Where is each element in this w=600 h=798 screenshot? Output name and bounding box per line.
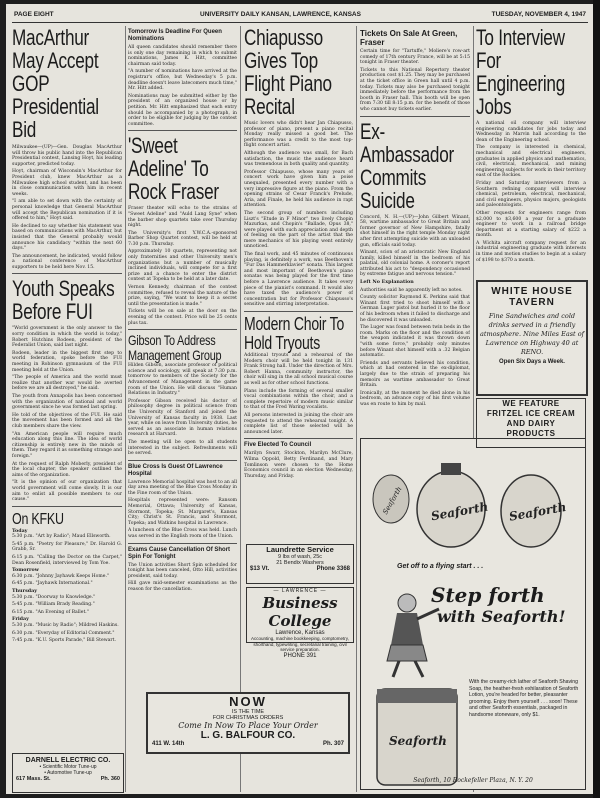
ad-line: WE FEATURE bbox=[502, 399, 560, 408]
kfku-item: 5:30 p.m. "Art by Radio"; Maud Ellsworth. bbox=[12, 534, 111, 540]
article-paragraph: The meeting will be open to all students interested in the subject. Refreshments will be served. bbox=[128, 439, 237, 457]
subhead: Left No Explanation bbox=[360, 279, 414, 286]
column-2 bbox=[128, 26, 237, 656]
modern-choir-headline: Modern Choir To Hold Tryouts bbox=[244, 314, 345, 353]
divider bbox=[12, 273, 122, 274]
seaforth-bottles-illustration bbox=[361, 439, 585, 559]
article-paragraph: Additional tryouts and a rehearsal of the Modern choir will be held tonight in 131 Frank Strong hall. Under the direction of Mrs. Robert Hanna, community instructor, the choir will sing in the all school musical course as well as for other school functions. bbox=[244, 353, 353, 386]
seaforth-slogan-2: with Seaforth! bbox=[437, 607, 566, 626]
youth-speaks-headline: Youth Speaks Before FUI bbox=[12, 276, 115, 325]
article-paragraph: "A number of nominations have arrived at the registrar's office, but Wednesday's 5 p.m. deadline doesn't leave latecomers much time," Mr. Hitt added. bbox=[128, 69, 237, 92]
ad-hours: Open Six Days a Week. bbox=[499, 359, 565, 365]
ad-line: 9 lbs of wash, 25c bbox=[277, 554, 323, 560]
article-paragraph: Friends and servants believed his condition, which at had centered in the ex-diplomat, largely due to the strain of preparing his memoirs as wartime ambassador to Great Britain. bbox=[360, 360, 470, 389]
divider bbox=[244, 311, 353, 312]
article-paragraph: "The people of America and the world must realize that another war would be averted before we are all destroyed," he said. bbox=[12, 375, 122, 392]
article-paragraph: At the request of Ralph Moberly, president of the local chapter, the speaker outlined the aims of the organization. bbox=[12, 461, 122, 478]
engineering-jobs-headline: To Interview For Engineering Jobs bbox=[476, 26, 566, 119]
kfku-item: 6:15 p.m. "An Evening of Ballet." bbox=[12, 609, 89, 615]
svg-text:Seaforth: Seaforth bbox=[507, 499, 568, 524]
business-college-ad bbox=[246, 587, 354, 659]
ad-name: Business College bbox=[262, 594, 338, 630]
ad-title: Laundrette Service bbox=[266, 545, 334, 554]
ad-location: Lawrence, Kansas bbox=[275, 630, 325, 636]
kfku-date: Thursday bbox=[12, 588, 38, 595]
kfku-item: 5:30 p.m. "Doorway to Knowledge." bbox=[12, 594, 96, 600]
ad-address: 411 W. 14th bbox=[152, 741, 185, 747]
article-paragraph: Plans include the forming of several smaller vocal combinations within the choir, and a complete repertoire of modern music similar to that of the Fred Waring vocalists. bbox=[244, 388, 353, 411]
article-paragraph: Hill gave mid-semester examinations as the reason for the cancellation. bbox=[128, 581, 237, 592]
article-paragraph: The youth from Annapolis has been concerned with the organization of national and world government since he was formed last spring. bbox=[12, 394, 122, 411]
kfku-item: 7:45 p.m. "K.U. Sports Parade," Bill Stewart. bbox=[12, 638, 116, 644]
seaforth-address: Seaforth, 10 Rockefeller Plaza, N. Y. 20 bbox=[413, 777, 533, 784]
ad-body: Fine Sandwiches and cold drinks served in a friendly atmosphere. Nine Miles East of Lawrence on Highway 40 at RENO. bbox=[479, 312, 585, 356]
article-paragraph: Approximately 10 quartets, representing not only fraternities and other University men's organizations but a number of musically inclined individuals, will compete for a first prize and a chance to enter the district contest at Topeka to be held at a later date. bbox=[128, 249, 237, 283]
article-paragraph: Rodeen, leader in the biggest first step to world federation, spoke before the FUI meeting in Robinson gymnasium of the FUI meeting held at the Union. bbox=[12, 350, 122, 373]
article-paragraph: Friday and Saturday interviewers from a Southern refining company will interview chemical, petroleum, electrical, mechanical, and civil engineers, physics majors, geologists and paleontologists. bbox=[476, 180, 586, 209]
macarthur-headline: MacArthur May Accept GOP Presidential Bid bbox=[12, 26, 99, 142]
divider bbox=[12, 506, 122, 507]
article-paragraph: Hilden Gibson, associate professor of political science and sociology, will speak at 7:30 p.m. tomorrow to members of the Society for the Advancement of Management in the game room of the Union. He will discuss "Human Relations in Industry." bbox=[128, 363, 237, 397]
column-rule bbox=[356, 26, 357, 792]
gibson-headline: Gibson To Address Management Group bbox=[128, 332, 222, 364]
council-headline: Five Elected To Council bbox=[244, 442, 312, 449]
article-paragraph: Ironically, at the moment he died alone in his bedroom, an advance copy of his first volume was en route to him by mail. bbox=[360, 390, 470, 407]
ad-phone: Ph. 360 bbox=[100, 776, 120, 782]
blue-cross-headline: Blue Cross Is Guest Of Lawrence Hospital bbox=[128, 463, 223, 477]
article-paragraph: Professor Gibson received his doctor of philosophy degree in political science from the University of Stanford and joined the University of Kansas faculty in 1938. Last year, while on leave from University duties, he served as an associate in human relations research at Harvard. bbox=[128, 398, 237, 438]
article-paragraph: "An American people will require much education along this line. The idea of world citizenship is entirely new in the minds of them. They regard it as something strange and foreign." bbox=[12, 431, 122, 459]
column-1 bbox=[12, 26, 122, 792]
ad-phone: Phone 3368 bbox=[316, 566, 350, 572]
chiapusso-headline: Chiapusso Gives Top Flight Piano Recital bbox=[244, 26, 332, 119]
ad-line: PRODUCTS bbox=[506, 429, 556, 438]
kfku-item: 5:45 p.m. "William Brady Reading." bbox=[12, 602, 95, 608]
ad-line: FRITZEL ICE CREAM bbox=[486, 409, 576, 418]
kfku-date: Today bbox=[12, 527, 28, 534]
newspaper-page bbox=[6, 4, 593, 794]
short-spin-headline: Exams Cause Cancellation Of Short Spin For Tonight bbox=[128, 546, 231, 560]
article-paragraph: He told of the objectives of the FUI. He said the movement has been formed and all the club members share the view. bbox=[12, 412, 122, 429]
ad-line: 21 Bendix Washers bbox=[276, 560, 324, 566]
article-paragraph: A national oil company will interview engineering candidates for jobs today and Wednesday in Marvin hall according to the dean of the Engineering school. bbox=[476, 121, 586, 143]
svg-text:Seaforth: Seaforth bbox=[381, 485, 404, 516]
divider bbox=[360, 116, 470, 117]
divider bbox=[128, 460, 237, 461]
kfku-item: 6:15 p.m. "Calling the Doctor on the Carpet," Dean Rosenfield, interviewed by Tom Yoe. bbox=[12, 555, 122, 566]
laundrette-ad bbox=[246, 544, 354, 584]
article-paragraph: Milwaukee—(UP)—Gen. Douglas MacArthur will throw his public hand into the Republican Presidential contest, Lansing Hoyt, his leading supporter, predicted today. bbox=[12, 145, 122, 167]
article-paragraph: The company is interested in chemical, mechanical and electrical engineers, graduates in applied physics and mathematics, civil, electrical, mechanical, and mining engineering subjects for work in their territory east of the Rockies. bbox=[476, 145, 586, 179]
scan-edge bbox=[593, 0, 600, 798]
ambassador-headline: Ex-Ambassador Commits Suicide bbox=[360, 118, 455, 213]
kfku-item: 5:45 p.m. "Poetry for Pleasure," Dr. Harold G. Grabb, Sr. bbox=[12, 541, 122, 553]
ad-company: L. G. BALFOUR CO. bbox=[200, 730, 296, 741]
kfku-item: 6:45 p.m. "Jayhawk International." bbox=[12, 581, 93, 587]
article-paragraph: Nominations may be submitted either by the president of an organized house or by petition. Mr. Hitt emphasized that each entry should be accompanied by a photograph, in order to be eligible for judging by the contest committee. bbox=[128, 93, 237, 127]
ad-address: 617 Mass. St. bbox=[16, 776, 51, 782]
article-paragraph: Tickets to this National Repertory theater production cost $1.25. They may be purchased at the ticket office in Green hall until 4 p.m. today. Tickets may also be purchased tonight immediately before the performance from the booth in Fraser hall. This booth will be open from 7:30 till 8:15 p.m. for the benefit of those who cannot buy tickets earlier. bbox=[360, 67, 470, 112]
article-paragraph: The University's first Y.W.C.A.-sponsored Barber Shop Quartet contest, will be held at 7:30 p.m. Thursday. bbox=[128, 230, 237, 247]
column-4 bbox=[360, 26, 470, 436]
article-paragraph: A luncheon of the Blue Cross was held. Lunch was served in the English room of the Union. bbox=[128, 528, 237, 540]
queen-nominations-headline: Tomorrow Is Deadline For Queen Nominations bbox=[128, 29, 222, 42]
article-paragraph: Authorities said he apparently left no notes. bbox=[360, 287, 463, 293]
sweet-adeline-headline: 'Sweet Adeline' To Rock Fraser bbox=[128, 133, 219, 205]
kfku-date: Friday bbox=[12, 616, 29, 623]
white-house-tavern-ad bbox=[476, 280, 588, 396]
ad-line: IS THE TIME bbox=[231, 709, 265, 715]
ad-line: • Automotive Tune-up bbox=[44, 770, 92, 776]
article-paragraph: County solicitor Raymond K. Perkins said that Winant first tried to shoot himself with a German Luger pistol but hurled it to the floor of his bedroom when it failed to discharge and he discovered it was unloaded. bbox=[360, 295, 470, 323]
ad-name: DARNELL ELECTRIC CO. bbox=[25, 757, 111, 764]
article-paragraph: The second group of numbers including Liszt's "Etude in F Minor" two lively Chopin Mazurkas, and Chopin's "Ballade, Opus 38," were played with such appreciation and depth of feeling on the part of the artist that the mere mechanics of his playing went entirely unnoticed. bbox=[244, 210, 353, 250]
ad-line: — LAWRENCE — bbox=[273, 588, 327, 594]
kfku-date: Tomorrow bbox=[12, 567, 39, 574]
divider bbox=[128, 130, 237, 131]
article-paragraph: "It is the opinion of our organization that world government will come slowly. It is our aim to enlist all possible members to our cause." bbox=[12, 480, 122, 503]
ad-phone: Ph. 307 bbox=[322, 741, 344, 747]
seaforth-copy: With the creamy-rich lather of Seaforth Shaving Soap, the heather-fresh exhilaration of Seaforth Lotion, you're headed for better, pleasanter grooming. Enjoy them yourself . . . soon! These and other Seaforth essentials, packaged in handsome stoneware, only $1. bbox=[469, 679, 579, 718]
page-number: PAGE EIGHT bbox=[14, 11, 54, 18]
article-paragraph: Hoyt, chairman of Wisconsin's MacArthur for President club, knew MacArthur as a Milwaukee high school student, and has been in close communication with him in recent weeks. bbox=[12, 169, 122, 197]
article-paragraph: Winant, scion of an aristocratic New England family, killed himself in the bedroom of his palatial, old colonial home. A coroner's report attributed his act to "despondency occasioned by extreme fatigue and nervous tension." bbox=[360, 250, 470, 278]
fritzel-ice-cream-ad bbox=[476, 398, 586, 448]
article-paragraph: "I am able to set down with the certainty of personal knowledge that General MacArthur will accept the Republican nomination if it is offered to him," Hoyt said. bbox=[12, 199, 122, 222]
paper-title: UNIVERSITY DAILY KANSAN, LAWRENCE, KANSAS bbox=[200, 11, 361, 18]
ad-title: TAVERN bbox=[509, 297, 555, 308]
article-paragraph: Lawrence Memorial hospital was host to an all day area meeting of the Blue Cross Monday in the Fine room of the Union. bbox=[128, 479, 237, 496]
kfku-item: 5:30 p.m. "Music by Radio"; Mildred Haskins. bbox=[12, 623, 119, 628]
article-paragraph: Although the audience was small, for Bach satisfaction, the music the audience heard was tremendous in both quality and quantity. bbox=[244, 150, 353, 168]
ad-line: • Scientific Motor Tune-up bbox=[39, 764, 97, 770]
article-paragraph: All persons interested in joining the choir are requested to attend the rehearsal tonight. A complete list of those selected will be announced later. bbox=[244, 412, 353, 435]
divider bbox=[128, 329, 237, 330]
article-paragraph: Music lovers who didn't hear Jan Chiapusso, professor of piano, present a piano recital Monday really missed a good bet. The performance was a credit to the most top-flight concert artist. bbox=[244, 121, 353, 149]
article-paragraph: The Union activities Short Spin scheduled for tonight has been canceled, Otto Hill, activities president, said today. bbox=[128, 562, 237, 579]
kfku-item: 6:30 p.m. "Johnny Jayhawk Keeps Home." bbox=[12, 573, 110, 579]
seaforth-tagline: Get off to a flying start . . . bbox=[397, 563, 484, 570]
balfour-christmas-ad bbox=[146, 692, 350, 754]
column-rule bbox=[240, 26, 241, 792]
article-paragraph: The final work, and 45 minutes of continuous playing, is definitely a work, was Beethoven's "Fur Das Hammerklavier" sonata. This largest and most important of Beethoven's piano sonatas was being played for the first time before a Lawrence audience. It takes every piece of the pianist's command. It would also have taxed the audience's power of concentration but for Professor Chiapusso's sensitive and stirring interpretation. bbox=[244, 252, 353, 308]
seaforth-jar-illustration bbox=[367, 679, 467, 790]
darnell-electric-ad bbox=[12, 753, 124, 793]
seaforth-ad bbox=[360, 438, 586, 790]
article-paragraph: Vernon Kennedy, chairman of the contest committee, refused to reveal the nature of the prize, saying, "We want to keep it a secret until the presentation is made." bbox=[128, 285, 237, 307]
ad-phone: PHONE 391 bbox=[283, 652, 317, 659]
article-paragraph: "World government is the only answer to the sorry condition in which the world is today," Robert Hutchins Rodeen, president of the Federalist Union, said last night. bbox=[12, 326, 122, 349]
tickets-headline: Tickets On Sale At Green, Fraser bbox=[360, 29, 458, 47]
ad-title: WHITE HOUSE bbox=[491, 286, 573, 297]
masthead bbox=[12, 10, 588, 23]
article-paragraph: All queen candidates should remember there is only one day remaining in which to submit nominations, James K. Hitt, committee chairman said today. bbox=[128, 45, 237, 67]
issue-date: TUESDAY, NOVEMBER 4, 1947 bbox=[491, 11, 586, 18]
article-paragraph: Certain time for "Tartuffe," Moliere's row-art comedy of 17th century France, will be at 5:15 tonight in Fraser theater. bbox=[360, 49, 470, 66]
column-3 bbox=[244, 26, 353, 536]
article-paragraph: The Luger was found between twin beds in the room. Marks on the floor and the condition of the weapon indicated it was thrown down "with some force," probably only minutes before Winant shot himself with a .32 Belgian automatic. bbox=[360, 325, 470, 359]
article-paragraph: He declined to say whether his statement was based on communications with MacArthur, but insisted that the General probably would announce his candidacy "within the next 60 days." bbox=[12, 223, 122, 252]
column-5 bbox=[476, 26, 586, 266]
article-paragraph: Hospitals represented were: Ransom Memorial, Ottawa; University of Kansas, Stormont, Topeka; St. Margaret's, Kansas City; Christ's St. Francis, and Stormont, Topeka; and Watkins hospital in Lawrence. bbox=[128, 498, 237, 526]
article-paragraph: Other requests for engineers range from $2,000 to $3,600 a year for a graduate engineer to work in a railroad bridge department at a starting salary of $222 a month. bbox=[476, 210, 586, 239]
kfku-headline: On KFKU bbox=[12, 510, 64, 528]
kfku-item: 6:30 p.m. "Everyday of Editorial Comment." bbox=[12, 630, 115, 636]
divider bbox=[128, 543, 237, 544]
article-paragraph: Tickets will be on sale at the door on the evening of the contest. Price will be 25 cents plus tax. bbox=[128, 309, 237, 326]
ad-now-title: NOW bbox=[229, 694, 267, 709]
article-paragraph: Marilyn Swarr, Stockton, Marilyn McClure, Wilma Oppold, Betty Ferdinand, and Mary Tomlinson were chosen to the Home Economics council in an election Wednesday, Thursday, and Friday. bbox=[244, 451, 353, 479]
seaforth-slogan-1: Step forth bbox=[431, 583, 545, 607]
ad-body: Accounting, machine bookkeeping, comptometry, shorthand, typewriting, secretarial training, civil service preparation. bbox=[251, 636, 349, 652]
svg-text:Seaforth: Seaforth bbox=[389, 734, 447, 748]
ad-line: FOR CHRISTMAS ORDERS bbox=[212, 715, 284, 721]
column-rule bbox=[125, 26, 126, 792]
ad-line: Come In Now To Place Your Order bbox=[178, 721, 318, 730]
ad-address: $13 Vt. bbox=[250, 566, 270, 572]
ad-line: AND DAIRY bbox=[506, 419, 556, 428]
svg-text:Seaforth: Seaforth bbox=[429, 499, 490, 524]
article-paragraph: Concord, N. H.—(UP)—John Gilbert Winant, 58, wartime ambassador to Great Britain and former governor of New Hampshire, fatally shot himself in the right temple Monday night after first attempting suicide with an unloaded gun, officials said today. bbox=[360, 214, 470, 248]
article-paragraph: Professor Chiapusso, whose many years of concert work have given him a poise unequaled, presented every number with a very impressive figure at the piano. From the opening strains of Cesar Franck's Prelude, Aria, and Finale, he held his audience in rapt attention. bbox=[244, 169, 353, 209]
article-paragraph: The announcement, he indicated, would follow a national conference of MacArthur supporters to be held here Nov. 15. bbox=[12, 253, 122, 270]
article-paragraph: Fraser theater will echo to the strains of "Sweet Adeline" and "Auld Lang Syne" when the barber shop quartets take over Thursday night. bbox=[128, 206, 237, 229]
divider bbox=[244, 438, 353, 439]
article-paragraph: A Wichita aircraft company request for an industrial engineering graduate with interests in time and motion studies to begin at a salary of $198 to $370 a month. bbox=[476, 240, 586, 263]
